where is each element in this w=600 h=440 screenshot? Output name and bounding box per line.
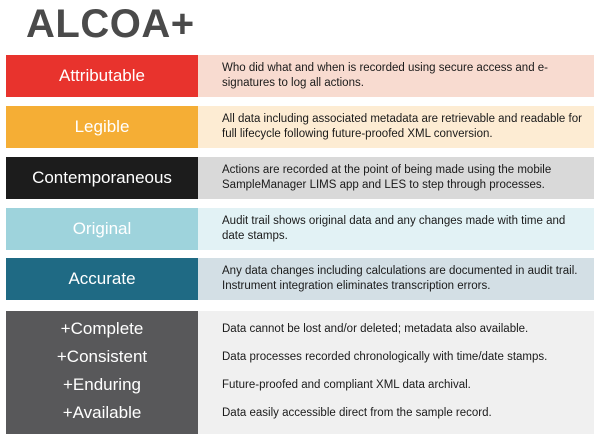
principle-row-accurate (6, 258, 594, 300)
plus-description-complete: Data cannot be lost and/or deleted; metadata also available. (222, 323, 529, 335)
principle-label: Original (6, 208, 198, 250)
plus-label-enduring: +Enduring (63, 375, 141, 394)
plus-description-enduring: Future-proofed and compliant XML data archival. (222, 379, 471, 391)
plus-principles-block (6, 311, 594, 434)
principle-label: Contemporaneous (6, 157, 198, 199)
plus-descriptions-panel (198, 311, 594, 434)
principle-description: Audit trail shows original data and any changes made with time and date stamps. (198, 208, 594, 250)
page-title: ALCOA+ (26, 2, 195, 46)
principle-row-contemporaneous (6, 157, 594, 199)
plus-description-available: Data easily accessible direct from the sample record. (222, 407, 492, 419)
principle-row-legible (6, 106, 594, 148)
principle-label: Legible (6, 106, 198, 148)
principle-row-original (6, 208, 594, 250)
plus-labels-panel (6, 311, 198, 434)
principle-description: Any data changes including calculations are documented in audit trail. Instrument integration eliminates transcription errors. (198, 258, 594, 300)
principle-description: Who did what and when is recorded using secure access and e-signatures to log all actions. (198, 55, 594, 97)
principle-description: Actions are recorded at the point of being made using the mobile SampleManager LIMS app and LES to step through processes. (198, 157, 594, 199)
principle-description: All data including associated metadata are retrievable and readable for full lifecycle following future-proofed XML conversion. (198, 106, 594, 148)
plus-label-complete: +Complete (60, 319, 144, 338)
principle-row-attributable (6, 55, 594, 97)
plus-label-available: +Available (62, 403, 142, 422)
plus-description-consistent: Data processes recorded chronologically with time/date stamps. (222, 351, 548, 363)
principle-label: Accurate (6, 258, 198, 300)
principle-label: Attributable (6, 55, 198, 97)
plus-label-consistent: +Consistent (56, 347, 148, 366)
